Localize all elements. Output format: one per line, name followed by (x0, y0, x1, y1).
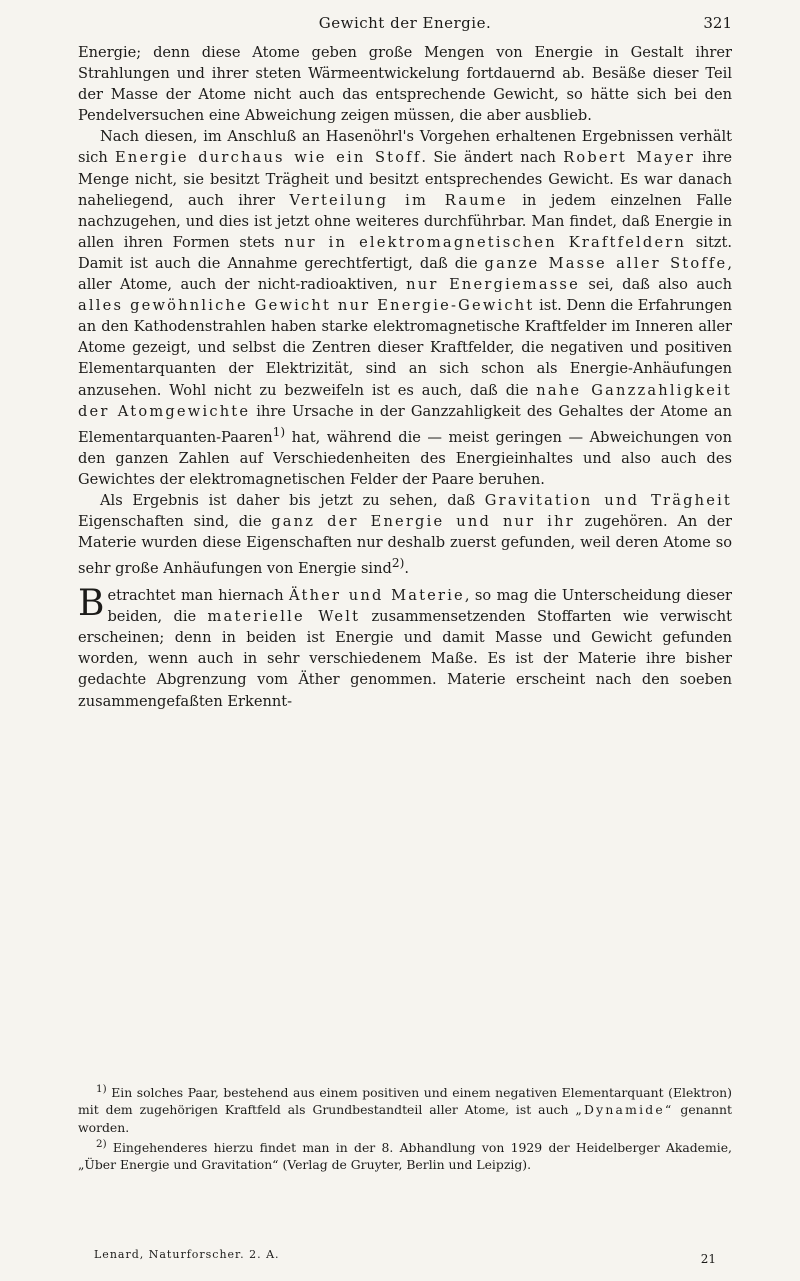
emphasis-gravitation-inertia: Gravitation und Trägheit (484, 491, 732, 509)
emphasis-material-world: materielle Welt (207, 608, 361, 626)
emphasis-dynamide: „Dynamide“ (575, 1102, 674, 1118)
footnote-text: genannt worden. (78, 1102, 732, 1135)
text-run: sitzt. Damit ist auch die Annahme gerechtfertigt, daß die (78, 233, 733, 272)
footnote-text: Ein solches Paar, bestehend aus einem positiven und einem negativen Elementarquant (Elektron) mit dem zugehörigen Kraftfeld als Grundbestandteil aller Atome, ist auch (78, 1085, 732, 1118)
text-run: ihre Menge nicht, sie besitzt Trägheit und besitzt entsprechendes Gewicht. Es war danach naheliegend, auch ihrer (78, 149, 732, 209)
paragraph-1-text: Energie; denn diese Atome geben große Mengen von Energie in Gestalt ihrer Strahlungen und ihrer steten Wärmeentwickelung fortdauernd ab. Besäße dieser Teil der Masse der Atome nicht auch das entsprechende Gewicht, so hätte sich bei den Pendelversuchen eine Abweichung zeigen müssen, die aber ausblieb. (78, 44, 732, 125)
text-run: , so mag die Unterscheidung dieser beiden, die (107, 587, 733, 626)
footnote-text: Eingehenderes hierzu findet man in der 8. Abhandlung von 1929 der Heidelberger Akademie, „Über Energie und Gravitation“ (Verlag de Gruyter, Berlin und Leipzig). (78, 1139, 732, 1173)
emphasis-ether-matter: Äther und Materie (289, 587, 465, 605)
emphasis-distribution: Verteilung im Raume (289, 191, 508, 209)
paragraph-1 (78, 42, 732, 126)
page-header (78, 14, 732, 36)
footnote-1 (78, 1081, 732, 1136)
text-run: zusammensetzenden Stoffarten wie verwischt erscheinen; denn in beiden ist Energie und damit Masse und Gewicht gefunden worden, wenn auch in sehr verschiedenem Maße. Es ist der Materie ihre bisher gedachte Abgrenzung vom Äther genommen. Materie erscheint nach den soeben zusammengefaßten Erkennt- (78, 608, 732, 710)
drop-cap: B (78, 583, 105, 625)
footnote-2 (78, 1136, 732, 1174)
running-title: Gewicht der Energie. (318, 14, 492, 32)
text-run: zugehören. An der Materie wurden diese Eigenschaften nur deshalb zuerst gefunden, weil deren Atome so sehr große Anhäufungen von Energie sind (78, 512, 732, 577)
text-run: . Sie ändert nach (421, 149, 564, 167)
text-run: ihre Ursache in der Ganzzahligkeit des Gehaltes der Atome an Elementarquanten-Paaren (78, 402, 733, 446)
text-run: Nach diesen, im Anschluß an Hasenöhrl's Vorgehen erhaltenen Ergebnissen verhält sich (78, 128, 732, 167)
text-run: . (404, 559, 409, 577)
footnote-2-number: 2) (96, 1137, 107, 1150)
paragraph-2 (78, 126, 732, 489)
emphasis-energy-only: ganz der Energie und nur ihr (271, 512, 575, 530)
printer-signature: Lenard, Naturforscher. 2. A. (94, 1248, 280, 1261)
paragraph-3 (78, 490, 732, 579)
emphasis-ordinary-weight: alles gewöhnliche Gewicht nur Energie-Gewicht (78, 297, 535, 315)
text-run: etrachtet man hiernach (107, 587, 290, 605)
emphasis-energy-mass: nur Energiemasse (406, 276, 580, 294)
text-run: in jedem einzelnen Falle nachzugehen, und dies ist jetzt ohne weiteres durchführbar. Man findet, daß Energie in allen ihren Formen stets (78, 191, 732, 251)
text-run: Eigenschaften sind, die (78, 512, 272, 530)
text-run: Als Ergebnis ist daher bis jetzt zu sehen, daß (100, 491, 485, 509)
text-run: ist. Denn die Erfahrungen an den Kathodenstrahlen haben starke elektromagnetische Kraftfelder im Inneren aller Atome gezeigt, und selbst die Zentren dieser Kraftfelder, die negativen und positiven Elementarquanten der Elektrizität, sind an sich schon als Energie-Anhäufungen anzusehen. Wohl nicht zu bezweifeln ist es auch, daß die (78, 297, 732, 399)
footnote-1-number: 1) (96, 1083, 107, 1095)
body-text (78, 42, 732, 712)
sheet-number: 21 (700, 1252, 716, 1266)
text-run: , aller Atome, auch der nicht-radioaktiven, (78, 254, 732, 294)
footnote-marker-1: 1) (272, 424, 286, 439)
emphasis-robert-mayer: Robert Mayer (563, 149, 695, 167)
paragraph-4 (78, 585, 732, 712)
emphasis-energy-as-substance: Energie durchaus wie ein Stoff (115, 149, 422, 167)
text-run: sei, daß also auch (579, 276, 733, 294)
emphasis-whole-mass: ganze Masse aller Stoffe (484, 254, 728, 272)
footnote-marker-2: 2) (391, 556, 405, 571)
emphasis-integer-atomic-weights: nahe Ganzzahligkeit der Atomgewichte (78, 381, 732, 420)
footnotes (78, 1081, 732, 1173)
emphasis-force-fields: nur in elektromagnetischen Kraftfeldern (284, 233, 687, 251)
page-number: 321 (703, 14, 732, 32)
text-run: hat, während die — meist geringen — Abweichungen von den ganzen Zahlen auf Verschiedenheiten des Energieinhaltes und also auch des Gewichtes der elektromagnetischen Felder der Paare beruhen. (78, 428, 732, 488)
